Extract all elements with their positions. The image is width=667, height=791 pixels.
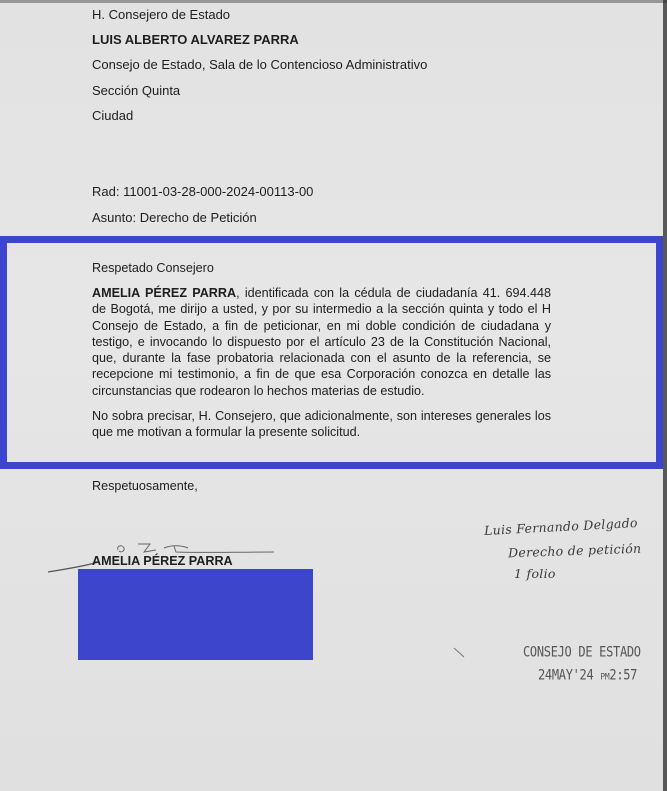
institution: Consejo de Estado, Sala de lo Contencioso Administrativo — [92, 57, 428, 72]
stamp-meridiem: PM — [600, 671, 610, 682]
petitioner-name: AMELIA PÉREZ PARRA — [92, 286, 237, 300]
subject-line: Asunto: Derecho de Petición — [92, 210, 257, 225]
city: Ciudad — [92, 108, 134, 123]
salutation-title: H. Consejero de Estado — [92, 7, 231, 22]
body-paragraph-1-text: , identificada con la cédula de ciudadanía 41. 694.448 de Bogotá, me dirijo a usted, y por su intermedio a la sección quinta y todo el H Consejo de Estado, a fin de peticionar, en mi doble condición de ciudadana y testigo, e invocando lo dispuesto por el artículo 23 de la Constitución Nacional, que, durante la fase probatoria relacionada con el asunto de la referencia, se recepcione mi testimonio, a fin de que esa Corporación conozca en detalle las circunstancias que rodearon lo hechos materias de estudio. — [92, 286, 551, 398]
greeting: Respetado Consejero — [92, 261, 214, 275]
body-paragraph-1 — [92, 285, 551, 399]
body-paragraph-2: No sobra precisar, H. Consejero, que adicionalmente, son intereses generales los que me motivan a formular la presente solicitud. — [92, 409, 551, 440]
stamp-datetime — [538, 667, 637, 683]
recipient-name: LUIS ALBERTO ALVAREZ PARRA — [92, 32, 299, 47]
scan-mark-icon — [452, 645, 468, 661]
redaction-block — [78, 569, 313, 660]
handwritten-note-line-1: Luis Fernando Delgado — [483, 514, 639, 539]
signer-name: AMELIA PÉREZ PARRA — [92, 554, 233, 568]
stamp-time: 2:57 — [609, 667, 638, 684]
stamp-date: 24MAY'24 — [538, 667, 594, 684]
rad-number: Rad: 11001-03-28-000-2024-00113-00 — [92, 184, 314, 199]
handwritten-note-line-3: 1 folio — [514, 566, 556, 581]
valediction: Respetuosamente, — [92, 479, 198, 493]
section: Sección Quinta — [92, 83, 181, 98]
handwritten-note-line-2: Derecho de petición — [507, 540, 642, 561]
page-right-edge — [663, 0, 667, 791]
stamp-entity: CONSEJO DE ESTADO — [523, 644, 641, 661]
page-top-edge — [0, 0, 667, 3]
